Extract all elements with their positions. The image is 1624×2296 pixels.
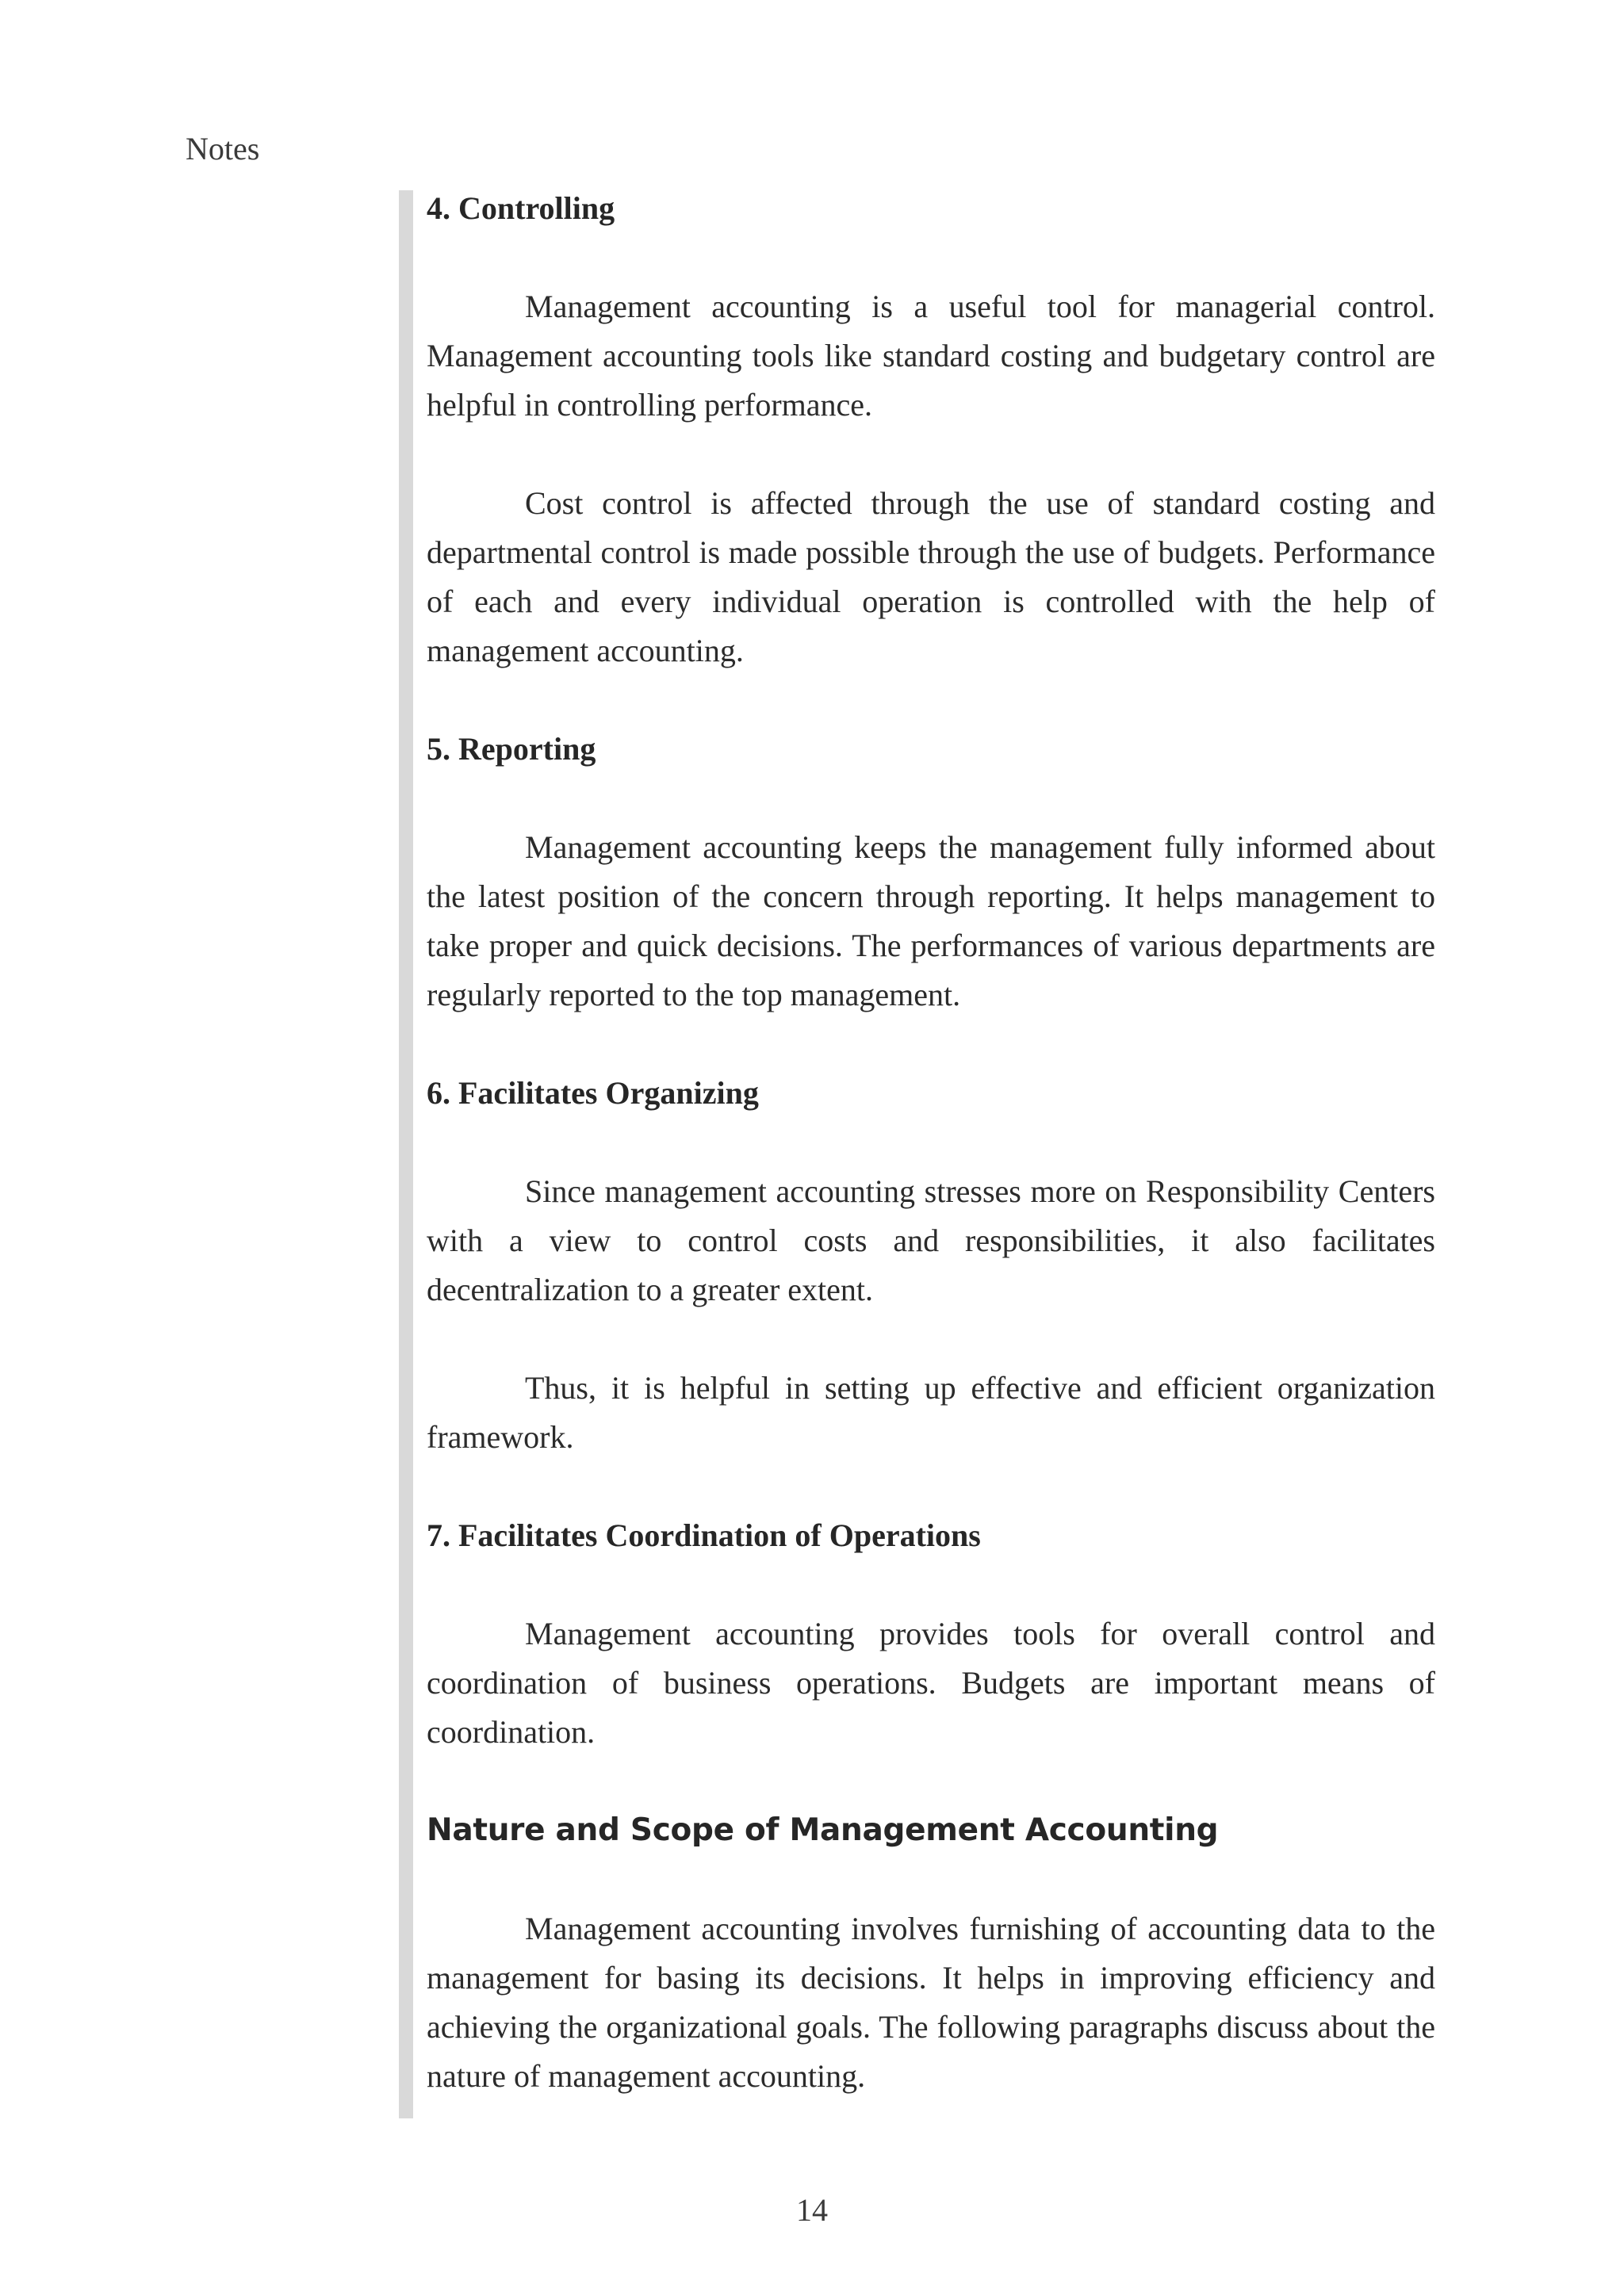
spacer: [427, 1020, 1435, 1069]
paragraph: Since management accounting stresses more on Responsibility Centers with a view to control costs and responsibilities, it also facilitates decentralization to a greater extent.: [427, 1173, 1435, 1307]
spacer: [427, 774, 1435, 823]
spacer: [427, 1560, 1435, 1609]
spacer: [427, 1855, 1435, 1904]
page-number: 14: [796, 2192, 828, 2228]
spacer: [427, 1118, 1435, 1167]
spacer: [427, 1757, 1435, 1806]
paragraph: Management accounting involves furnishing of accounting data to the management for basing its decisions. It helps in improving efficiency and achieving the organizational goals. The following paragraphs discuss about the nature of management accounting.: [427, 1911, 1435, 2094]
section-heading-nature-scope: Nature and Scope of Management Accounting: [427, 1812, 1219, 1848]
spacer: [427, 1314, 1435, 1364]
section-heading-controlling: 4. Controlling: [427, 190, 615, 226]
paragraph: Cost control is affected through the use of standard costing and departmental control is made possible through the use of budgets. Performance of each and every individual operation is controlled with the help of management accounting.: [427, 485, 1435, 668]
paragraph: Management accounting provides tools for overall control and coordination of business operations. Budgets are important means of coordination.: [427, 1616, 1435, 1750]
section-heading-organizing: 6. Facilitates Organizing: [427, 1075, 759, 1111]
section-heading-reporting: 5. Reporting: [427, 731, 596, 767]
spacer: [427, 233, 1435, 282]
section-heading-coordination: 7. Facilitates Coordination of Operations: [427, 1517, 981, 1553]
spacer: [427, 675, 1435, 725]
paragraph: Management accounting is a useful tool for managerial control. Management accounting tools like standard costing and budgetary control are helpful in controlling performance.: [427, 289, 1435, 423]
page-body: [427, 184, 1435, 2101]
paragraph: Management accounting keeps the management fully informed about the latest position of the concern through reporting. It helps management to take proper and quick decisions. The performances of various departments are regularly reported to the top management.: [427, 829, 1435, 1012]
spacer: [427, 1462, 1435, 1511]
notes-margin-label: Notes: [186, 131, 260, 166]
spacer: [427, 430, 1435, 479]
paragraph: Thus, it is helpful in setting up effective and efficient organization framework.: [427, 1370, 1435, 1455]
margin-bar: [399, 190, 413, 2118]
